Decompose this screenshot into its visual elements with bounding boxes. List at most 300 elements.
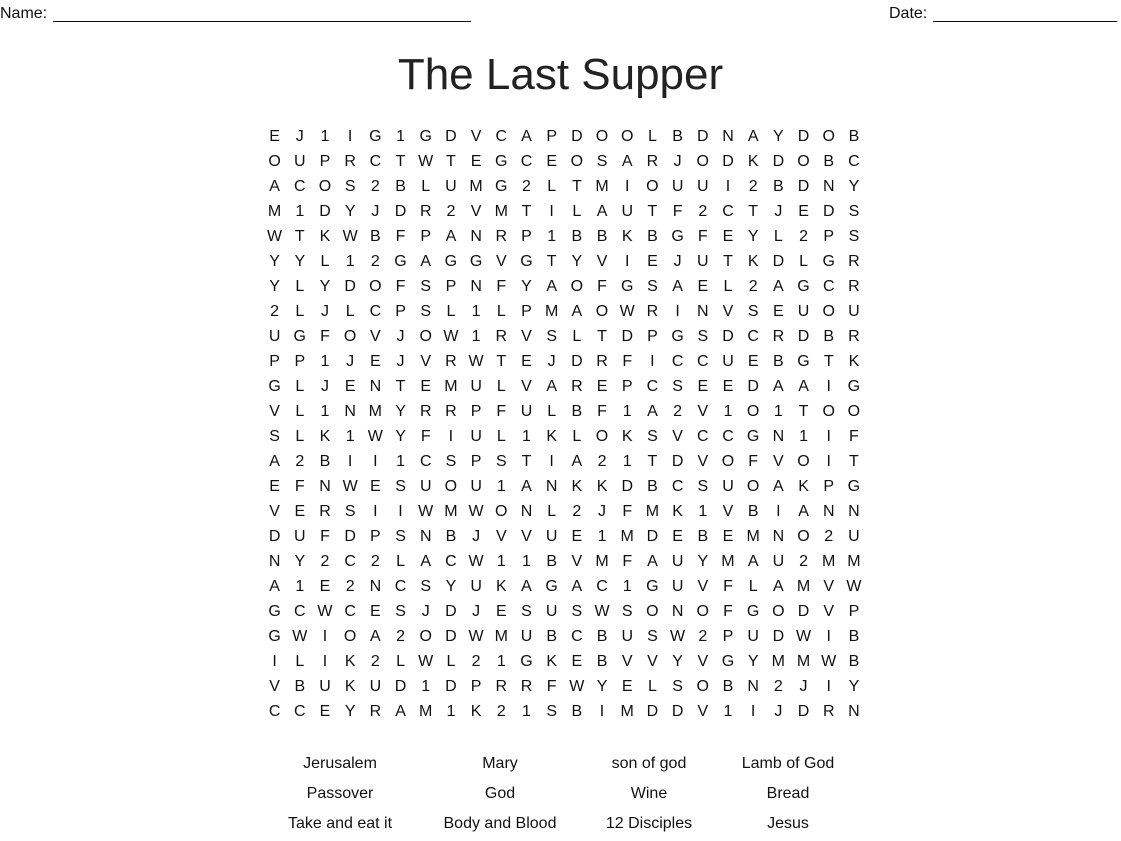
grid-letter[interactable]: S bbox=[571, 603, 583, 620]
grid-letter[interactable]: S bbox=[848, 228, 860, 245]
grid-letter[interactable]: Y bbox=[747, 228, 759, 245]
grid-letter[interactable]: W bbox=[468, 553, 484, 570]
grid-letter[interactable]: C bbox=[294, 603, 306, 620]
grid-letter[interactable]: F bbox=[748, 453, 759, 470]
grid-letter[interactable]: N bbox=[722, 128, 734, 145]
grid-letter[interactable]: L bbox=[396, 653, 405, 670]
grid-letter[interactable]: N bbox=[671, 603, 684, 620]
grid-letter[interactable]: E bbox=[495, 603, 507, 620]
grid-letter[interactable]: J bbox=[774, 703, 783, 720]
grid-letter[interactable]: U bbox=[470, 428, 482, 445]
grid-letter[interactable]: S bbox=[672, 678, 683, 695]
grid-letter[interactable]: S bbox=[647, 428, 658, 445]
grid-letter[interactable]: 2 bbox=[799, 553, 808, 570]
grid-letter[interactable]: E bbox=[722, 228, 734, 245]
grid-letter[interactable]: D bbox=[772, 628, 785, 645]
grid-letter[interactable]: G bbox=[671, 328, 684, 345]
grid-letter[interactable]: 1 bbox=[471, 303, 481, 320]
grid-letter[interactable]: L bbox=[446, 303, 456, 320]
grid-letter[interactable]: S bbox=[596, 153, 608, 170]
grid-letter[interactable]: 1 bbox=[522, 703, 531, 720]
grid-letter[interactable]: D bbox=[697, 128, 709, 145]
grid-letter[interactable]: S bbox=[546, 703, 557, 720]
grid-letter[interactable]: K bbox=[672, 503, 683, 520]
grid-letter[interactable]: N bbox=[520, 503, 533, 520]
grid-letter[interactable]: U bbox=[520, 628, 533, 645]
grid-letter[interactable]: T bbox=[395, 378, 406, 395]
grid-letter[interactable]: B bbox=[319, 453, 331, 470]
grid-letter[interactable]: F bbox=[622, 353, 633, 370]
grid-letter[interactable]: A bbox=[647, 553, 658, 570]
grid-letter[interactable]: W bbox=[342, 478, 358, 495]
grid-letter[interactable]: Y bbox=[395, 403, 406, 420]
grid-letter[interactable]: G bbox=[268, 628, 281, 645]
grid-letter[interactable]: M bbox=[419, 703, 433, 720]
grid-letter[interactable]: E bbox=[621, 678, 633, 695]
grid-letter[interactable]: N bbox=[697, 303, 709, 320]
grid-letter[interactable]: G bbox=[520, 253, 533, 270]
grid-letter[interactable]: G bbox=[520, 653, 533, 670]
grid-letter[interactable]: I bbox=[624, 178, 630, 195]
grid-letter[interactable]: C bbox=[268, 703, 281, 720]
grid-letter[interactable]: N bbox=[747, 678, 759, 695]
grid-letter[interactable]: I bbox=[322, 628, 328, 645]
grid-letter[interactable]: L bbox=[547, 403, 557, 420]
grid-letter[interactable]: R bbox=[646, 153, 659, 170]
grid-letter[interactable]: E bbox=[269, 478, 280, 495]
grid-letter[interactable]: I bbox=[347, 453, 353, 470]
grid-letter[interactable]: I bbox=[373, 503, 378, 520]
grid-letter[interactable]: F bbox=[320, 328, 330, 345]
grid-letter[interactable]: D bbox=[772, 253, 785, 270]
grid-letter[interactable]: R bbox=[419, 203, 432, 220]
grid-letter[interactable]: S bbox=[697, 478, 709, 495]
grid-letter[interactable]: O bbox=[696, 603, 709, 620]
grid-letter[interactable]: J bbox=[320, 378, 329, 395]
grid-letter[interactable]: S bbox=[621, 603, 633, 620]
grid-letter[interactable]: O bbox=[318, 178, 332, 195]
grid-letter[interactable]: K bbox=[596, 478, 608, 495]
grid-letter[interactable]: S bbox=[495, 453, 507, 470]
grid-letter[interactable]: I bbox=[776, 503, 781, 520]
grid-letter[interactable]: R bbox=[495, 328, 508, 345]
grid-letter[interactable]: 1 bbox=[345, 253, 355, 270]
grid-letter[interactable]: U bbox=[747, 628, 759, 645]
grid-letter[interactable]: W bbox=[418, 653, 434, 670]
grid-letter[interactable]: 1 bbox=[320, 403, 330, 420]
grid-letter[interactable]: G bbox=[545, 578, 558, 595]
grid-letter[interactable]: K bbox=[470, 703, 482, 720]
grid-letter[interactable]: N bbox=[369, 578, 382, 595]
grid-letter[interactable]: V bbox=[697, 703, 709, 720]
grid-letter[interactable]: V bbox=[571, 553, 583, 570]
grid-letter[interactable]: C bbox=[344, 603, 356, 620]
grid-letter[interactable]: S bbox=[672, 378, 683, 395]
grid-letter[interactable]: A bbox=[370, 628, 381, 645]
grid-letter[interactable]: V bbox=[672, 428, 683, 445]
grid-letter[interactable]: B bbox=[848, 653, 860, 670]
grid-letter[interactable]: P bbox=[722, 628, 734, 645]
grid-letter[interactable]: 2 bbox=[396, 628, 405, 645]
grid-letter[interactable]: F bbox=[320, 528, 330, 545]
grid-letter[interactable]: G bbox=[620, 278, 634, 295]
grid-letter[interactable]: C bbox=[722, 203, 734, 220]
grid-letter[interactable]: U bbox=[848, 303, 860, 320]
grid-letter[interactable]: I bbox=[826, 453, 831, 470]
grid-letter[interactable]: L bbox=[396, 553, 405, 570]
grid-letter[interactable]: A bbox=[571, 303, 583, 320]
grid-letter[interactable]: T bbox=[294, 228, 305, 245]
grid-letter[interactable]: R bbox=[445, 403, 457, 420]
grid-letter[interactable]: S bbox=[344, 503, 356, 520]
grid-letter[interactable]: P bbox=[521, 303, 532, 320]
grid-letter[interactable]: S bbox=[747, 303, 759, 320]
grid-letter[interactable]: D bbox=[319, 203, 331, 220]
grid-letter[interactable]: 2 bbox=[345, 578, 355, 595]
grid-letter[interactable]: D bbox=[268, 528, 281, 545]
grid-letter[interactable]: O bbox=[822, 403, 835, 420]
grid-letter[interactable]: P bbox=[370, 528, 381, 545]
grid-letter[interactable]: O bbox=[369, 278, 382, 295]
grid-letter[interactable]: M bbox=[645, 503, 660, 520]
grid-letter[interactable]: P bbox=[395, 303, 406, 320]
grid-letter[interactable]: P bbox=[647, 328, 658, 345]
grid-letter[interactable]: W bbox=[670, 628, 686, 645]
grid-letter[interactable]: Y bbox=[395, 428, 406, 445]
grid-letter[interactable]: F bbox=[723, 603, 733, 620]
grid-letter[interactable]: G bbox=[847, 378, 861, 395]
grid-letter[interactable]: L bbox=[496, 303, 506, 320]
grid-letter[interactable]: F bbox=[395, 228, 406, 245]
grid-letter[interactable]: F bbox=[849, 428, 859, 445]
grid-letter[interactable]: D bbox=[671, 453, 684, 470]
grid-letter[interactable]: G bbox=[797, 353, 810, 370]
grid-letter[interactable]: C bbox=[722, 428, 734, 445]
grid-letter[interactable]: N bbox=[848, 503, 860, 520]
grid-letter[interactable]: 2 bbox=[446, 203, 456, 220]
grid-letter[interactable]: I bbox=[322, 653, 328, 670]
grid-letter[interactable]: D bbox=[822, 203, 835, 220]
grid-letter[interactable]: J bbox=[472, 528, 481, 545]
grid-letter[interactable]: W bbox=[795, 628, 812, 645]
grid-letter[interactable]: W bbox=[468, 503, 484, 520]
grid-letter[interactable]: I bbox=[650, 353, 655, 370]
grid-letter[interactable]: E bbox=[697, 278, 709, 295]
grid-letter[interactable]: B bbox=[647, 228, 658, 245]
grid-letter[interactable]: F bbox=[420, 428, 431, 445]
grid-letter[interactable]: Y bbox=[596, 678, 608, 695]
grid-letter[interactable]: O bbox=[797, 528, 810, 545]
grid-letter[interactable]: L bbox=[572, 203, 582, 220]
grid-letter[interactable]: Y bbox=[848, 678, 860, 695]
grid-letter[interactable]: C bbox=[294, 703, 306, 720]
grid-letter[interactable]: U bbox=[671, 178, 684, 195]
grid-letter[interactable]: J bbox=[673, 153, 682, 170]
grid-letter[interactable]: S bbox=[344, 178, 356, 195]
grid-letter[interactable]: Y bbox=[571, 253, 583, 270]
grid-letter[interactable]: D bbox=[671, 703, 684, 720]
grid-letter[interactable]: E bbox=[747, 353, 759, 370]
grid-letter[interactable]: L bbox=[421, 178, 431, 195]
grid-letter[interactable]: M bbox=[494, 628, 508, 645]
grid-letter[interactable]: 1 bbox=[698, 503, 708, 520]
grid-letter[interactable]: C bbox=[822, 278, 835, 295]
grid-letter[interactable]: P bbox=[319, 153, 331, 170]
grid-letter[interactable]: T bbox=[723, 253, 733, 270]
grid-letter[interactable]: V bbox=[823, 578, 835, 595]
grid-letter[interactable]: M bbox=[620, 703, 634, 720]
grid-letter[interactable]: A bbox=[672, 278, 683, 295]
grid-letter[interactable]: O bbox=[620, 128, 634, 145]
grid-letter[interactable]: A bbox=[571, 453, 583, 470]
grid-letter[interactable]: L bbox=[773, 228, 783, 245]
grid-letter[interactable]: J bbox=[472, 603, 481, 620]
grid-letter[interactable]: A bbox=[420, 553, 432, 570]
grid-letter[interactable]: R bbox=[571, 378, 583, 395]
grid-letter[interactable]: I bbox=[750, 703, 756, 720]
grid-letter[interactable]: A bbox=[773, 278, 784, 295]
grid-letter[interactable]: B bbox=[647, 478, 658, 495]
grid-letter[interactable]: O bbox=[343, 328, 357, 345]
grid-letter[interactable]: A bbox=[773, 378, 784, 395]
grid-letter[interactable]: S bbox=[546, 328, 557, 345]
grid-letter[interactable]: F bbox=[496, 403, 507, 420]
grid-letter[interactable]: V bbox=[269, 503, 280, 520]
grid-letter[interactable]: 1 bbox=[597, 528, 607, 545]
grid-letter[interactable]: F bbox=[723, 578, 733, 595]
grid-letter[interactable]: D bbox=[797, 178, 810, 195]
grid-letter[interactable]: G bbox=[721, 653, 735, 670]
grid-letter[interactable]: D bbox=[646, 703, 659, 720]
grid-letter[interactable]: B bbox=[596, 653, 608, 670]
grid-letter[interactable]: E bbox=[647, 253, 658, 270]
grid-letter[interactable]: I bbox=[826, 378, 831, 395]
grid-letter[interactable]: V bbox=[722, 503, 734, 520]
grid-letter[interactable]: L bbox=[295, 378, 305, 395]
grid-letter[interactable]: L bbox=[295, 403, 305, 420]
grid-letter[interactable]: Y bbox=[445, 578, 457, 595]
grid-letter[interactable]: 1 bbox=[773, 403, 783, 420]
grid-letter[interactable]: U bbox=[797, 303, 810, 320]
grid-letter[interactable]: J bbox=[320, 303, 329, 320]
grid-letter[interactable]: N bbox=[822, 178, 835, 195]
grid-letter[interactable]: D bbox=[344, 278, 356, 295]
grid-letter[interactable]: L bbox=[547, 503, 557, 520]
grid-letter[interactable]: C bbox=[671, 478, 684, 495]
grid-letter[interactable]: I bbox=[398, 503, 403, 520]
grid-letter[interactable]: V bbox=[370, 328, 381, 345]
grid-letter[interactable]: R bbox=[848, 253, 860, 270]
grid-letter[interactable]: W bbox=[367, 428, 383, 445]
grid-letter[interactable]: D bbox=[797, 328, 810, 345]
grid-letter[interactable]: T bbox=[446, 153, 456, 170]
grid-letter[interactable]: 2 bbox=[320, 553, 330, 570]
grid-letter[interactable]: L bbox=[295, 653, 305, 670]
grid-letter[interactable]: B bbox=[823, 328, 835, 345]
grid-letter[interactable]: I bbox=[549, 453, 554, 470]
grid-letter[interactable]: O bbox=[721, 453, 735, 470]
grid-letter[interactable]: F bbox=[597, 278, 607, 295]
grid-letter[interactable]: 1 bbox=[723, 403, 733, 420]
grid-letter[interactable]: P bbox=[445, 278, 457, 295]
grid-letter[interactable]: U bbox=[520, 403, 533, 420]
grid-letter[interactable]: M bbox=[796, 653, 811, 670]
grid-letter[interactable]: W bbox=[267, 228, 283, 245]
grid-letter[interactable]: C bbox=[646, 378, 659, 395]
grid-letter[interactable]: K bbox=[848, 353, 860, 370]
grid-letter[interactable]: I bbox=[347, 128, 353, 145]
grid-letter[interactable]: L bbox=[446, 653, 456, 670]
grid-letter[interactable]: V bbox=[470, 128, 482, 145]
grid-letter[interactable]: U bbox=[697, 253, 709, 270]
grid-letter[interactable]: L bbox=[547, 178, 557, 195]
grid-letter[interactable]: V bbox=[647, 653, 658, 670]
grid-letter[interactable]: G bbox=[646, 578, 659, 595]
grid-letter[interactable]: 1 bbox=[421, 678, 431, 695]
grid-letter[interactable]: R bbox=[369, 703, 382, 720]
grid-letter[interactable]: R bbox=[772, 328, 785, 345]
grid-letter[interactable]: S bbox=[420, 303, 432, 320]
grid-letter[interactable]: O bbox=[595, 128, 609, 145]
grid-letter[interactable]: K bbox=[747, 153, 759, 170]
grid-letter[interactable]: M bbox=[595, 178, 609, 195]
grid-letter[interactable]: G bbox=[293, 328, 306, 345]
grid-letter[interactable]: A bbox=[521, 478, 532, 495]
grid-letter[interactable]: U bbox=[294, 528, 306, 545]
grid-letter[interactable]: V bbox=[420, 353, 432, 370]
grid-letter[interactable]: W bbox=[317, 603, 333, 620]
grid-letter[interactable]: E bbox=[319, 578, 331, 595]
grid-letter[interactable]: U bbox=[772, 553, 785, 570]
grid-letter[interactable]: J bbox=[598, 503, 607, 520]
grid-letter[interactable]: P bbox=[621, 378, 633, 395]
grid-letter[interactable]: B bbox=[747, 503, 759, 520]
grid-letter[interactable]: E bbox=[420, 378, 432, 395]
grid-letter[interactable]: 1 bbox=[496, 653, 506, 670]
grid-letter[interactable]: A bbox=[269, 178, 280, 195]
grid-letter[interactable]: V bbox=[697, 453, 709, 470]
grid-letter[interactable]: 1 bbox=[496, 553, 506, 570]
grid-letter[interactable]: E bbox=[773, 303, 784, 320]
grid-letter[interactable]: S bbox=[420, 578, 432, 595]
grid-letter[interactable]: I bbox=[272, 653, 277, 670]
grid-letter[interactable]: 1 bbox=[622, 578, 632, 595]
grid-letter[interactable]: A bbox=[596, 203, 608, 220]
grid-letter[interactable]: L bbox=[295, 278, 305, 295]
grid-letter[interactable]: C bbox=[671, 353, 684, 370]
grid-letter[interactable]: R bbox=[495, 678, 508, 695]
grid-letter[interactable]: V bbox=[521, 328, 532, 345]
grid-letter[interactable]: D bbox=[797, 128, 810, 145]
grid-letter[interactable]: D bbox=[571, 353, 583, 370]
grid-letter[interactable]: B bbox=[672, 128, 683, 145]
grid-letter[interactable]: D bbox=[797, 703, 810, 720]
grid-letter[interactable]: 2 bbox=[370, 553, 380, 570]
grid-letter[interactable]: J bbox=[396, 328, 405, 345]
grid-letter[interactable]: 1 bbox=[496, 478, 506, 495]
grid-letter[interactable]: G bbox=[746, 428, 760, 445]
grid-letter[interactable]: G bbox=[671, 228, 684, 245]
grid-letter[interactable]: S bbox=[395, 478, 406, 495]
grid-letter[interactable]: I bbox=[826, 678, 831, 695]
grid-letter[interactable]: L bbox=[647, 678, 657, 695]
grid-letter[interactable]: O bbox=[570, 278, 584, 295]
grid-letter[interactable]: I bbox=[549, 203, 554, 220]
grid-letter[interactable]: I bbox=[448, 428, 454, 445]
grid-letter[interactable]: T bbox=[395, 153, 406, 170]
grid-letter[interactable]: M bbox=[620, 528, 634, 545]
grid-letter[interactable]: U bbox=[722, 353, 734, 370]
grid-letter[interactable]: A bbox=[571, 578, 583, 595]
grid-letter[interactable]: 2 bbox=[370, 253, 380, 270]
grid-letter[interactable]: M bbox=[544, 303, 559, 320]
grid-letter[interactable]: D bbox=[445, 678, 457, 695]
grid-letter[interactable]: D bbox=[722, 153, 734, 170]
grid-letter[interactable]: D bbox=[621, 478, 633, 495]
grid-letter[interactable]: R bbox=[419, 403, 432, 420]
grid-letter[interactable]: L bbox=[647, 128, 657, 145]
grid-letter[interactable]: M bbox=[368, 403, 382, 420]
grid-letter[interactable]: S bbox=[697, 328, 709, 345]
grid-letter[interactable]: J bbox=[396, 353, 405, 370]
grid-letter[interactable]: C bbox=[697, 428, 709, 445]
grid-letter[interactable]: N bbox=[319, 478, 331, 495]
grid-letter[interactable]: P bbox=[470, 678, 482, 695]
grid-letter[interactable]: B bbox=[571, 228, 583, 245]
grid-letter[interactable]: U bbox=[621, 203, 633, 220]
grid-letter[interactable]: O bbox=[444, 478, 458, 495]
grid-letter[interactable]: O bbox=[797, 453, 810, 470]
grid-letter[interactable]: A bbox=[773, 478, 784, 495]
grid-letter[interactable]: 1 bbox=[522, 428, 531, 445]
grid-letter[interactable]: W bbox=[418, 153, 434, 170]
grid-letter[interactable]: T bbox=[546, 253, 557, 270]
grid-letter[interactable]: F bbox=[622, 553, 633, 570]
grid-letter[interactable]: D bbox=[747, 378, 759, 395]
grid-letter[interactable]: N bbox=[848, 703, 860, 720]
grid-letter[interactable]: U bbox=[419, 478, 432, 495]
grid-letter[interactable]: K bbox=[546, 428, 557, 445]
grid-letter[interactable]: U bbox=[268, 328, 281, 345]
grid-letter[interactable]: S bbox=[848, 203, 860, 220]
grid-letter[interactable]: G bbox=[394, 253, 407, 270]
grid-letter[interactable]: A bbox=[747, 553, 759, 570]
grid-letter[interactable]: A bbox=[521, 578, 532, 595]
grid-letter[interactable]: E bbox=[546, 153, 557, 170]
grid-letter[interactable]: M bbox=[595, 553, 609, 570]
grid-letter[interactable]: 2 bbox=[572, 503, 582, 520]
grid-letter[interactable]: 2 bbox=[748, 178, 758, 195]
grid-letter[interactable]: K bbox=[495, 578, 507, 595]
grid-letter[interactable]: W bbox=[468, 353, 484, 370]
grid-letter[interactable]: E bbox=[722, 528, 734, 545]
grid-letter[interactable]: W bbox=[292, 628, 308, 645]
grid-letter[interactable]: D bbox=[445, 128, 457, 145]
grid-letter[interactable]: 1 bbox=[295, 578, 305, 595]
grid-letter[interactable]: D bbox=[445, 628, 457, 645]
grid-letter[interactable]: M bbox=[267, 203, 282, 220]
grid-letter[interactable]: 2 bbox=[522, 178, 531, 195]
grid-letter[interactable]: M bbox=[771, 653, 785, 670]
grid-letter[interactable]: B bbox=[546, 553, 557, 570]
grid-letter[interactable]: I bbox=[599, 703, 605, 720]
grid-letter[interactable]: 1 bbox=[396, 453, 405, 470]
grid-letter[interactable]: 2 bbox=[799, 228, 808, 245]
grid-letter[interactable]: B bbox=[571, 703, 583, 720]
grid-letter[interactable]: D bbox=[722, 328, 734, 345]
grid-letter[interactable]: O bbox=[595, 428, 609, 445]
grid-letter[interactable]: M bbox=[847, 553, 861, 570]
